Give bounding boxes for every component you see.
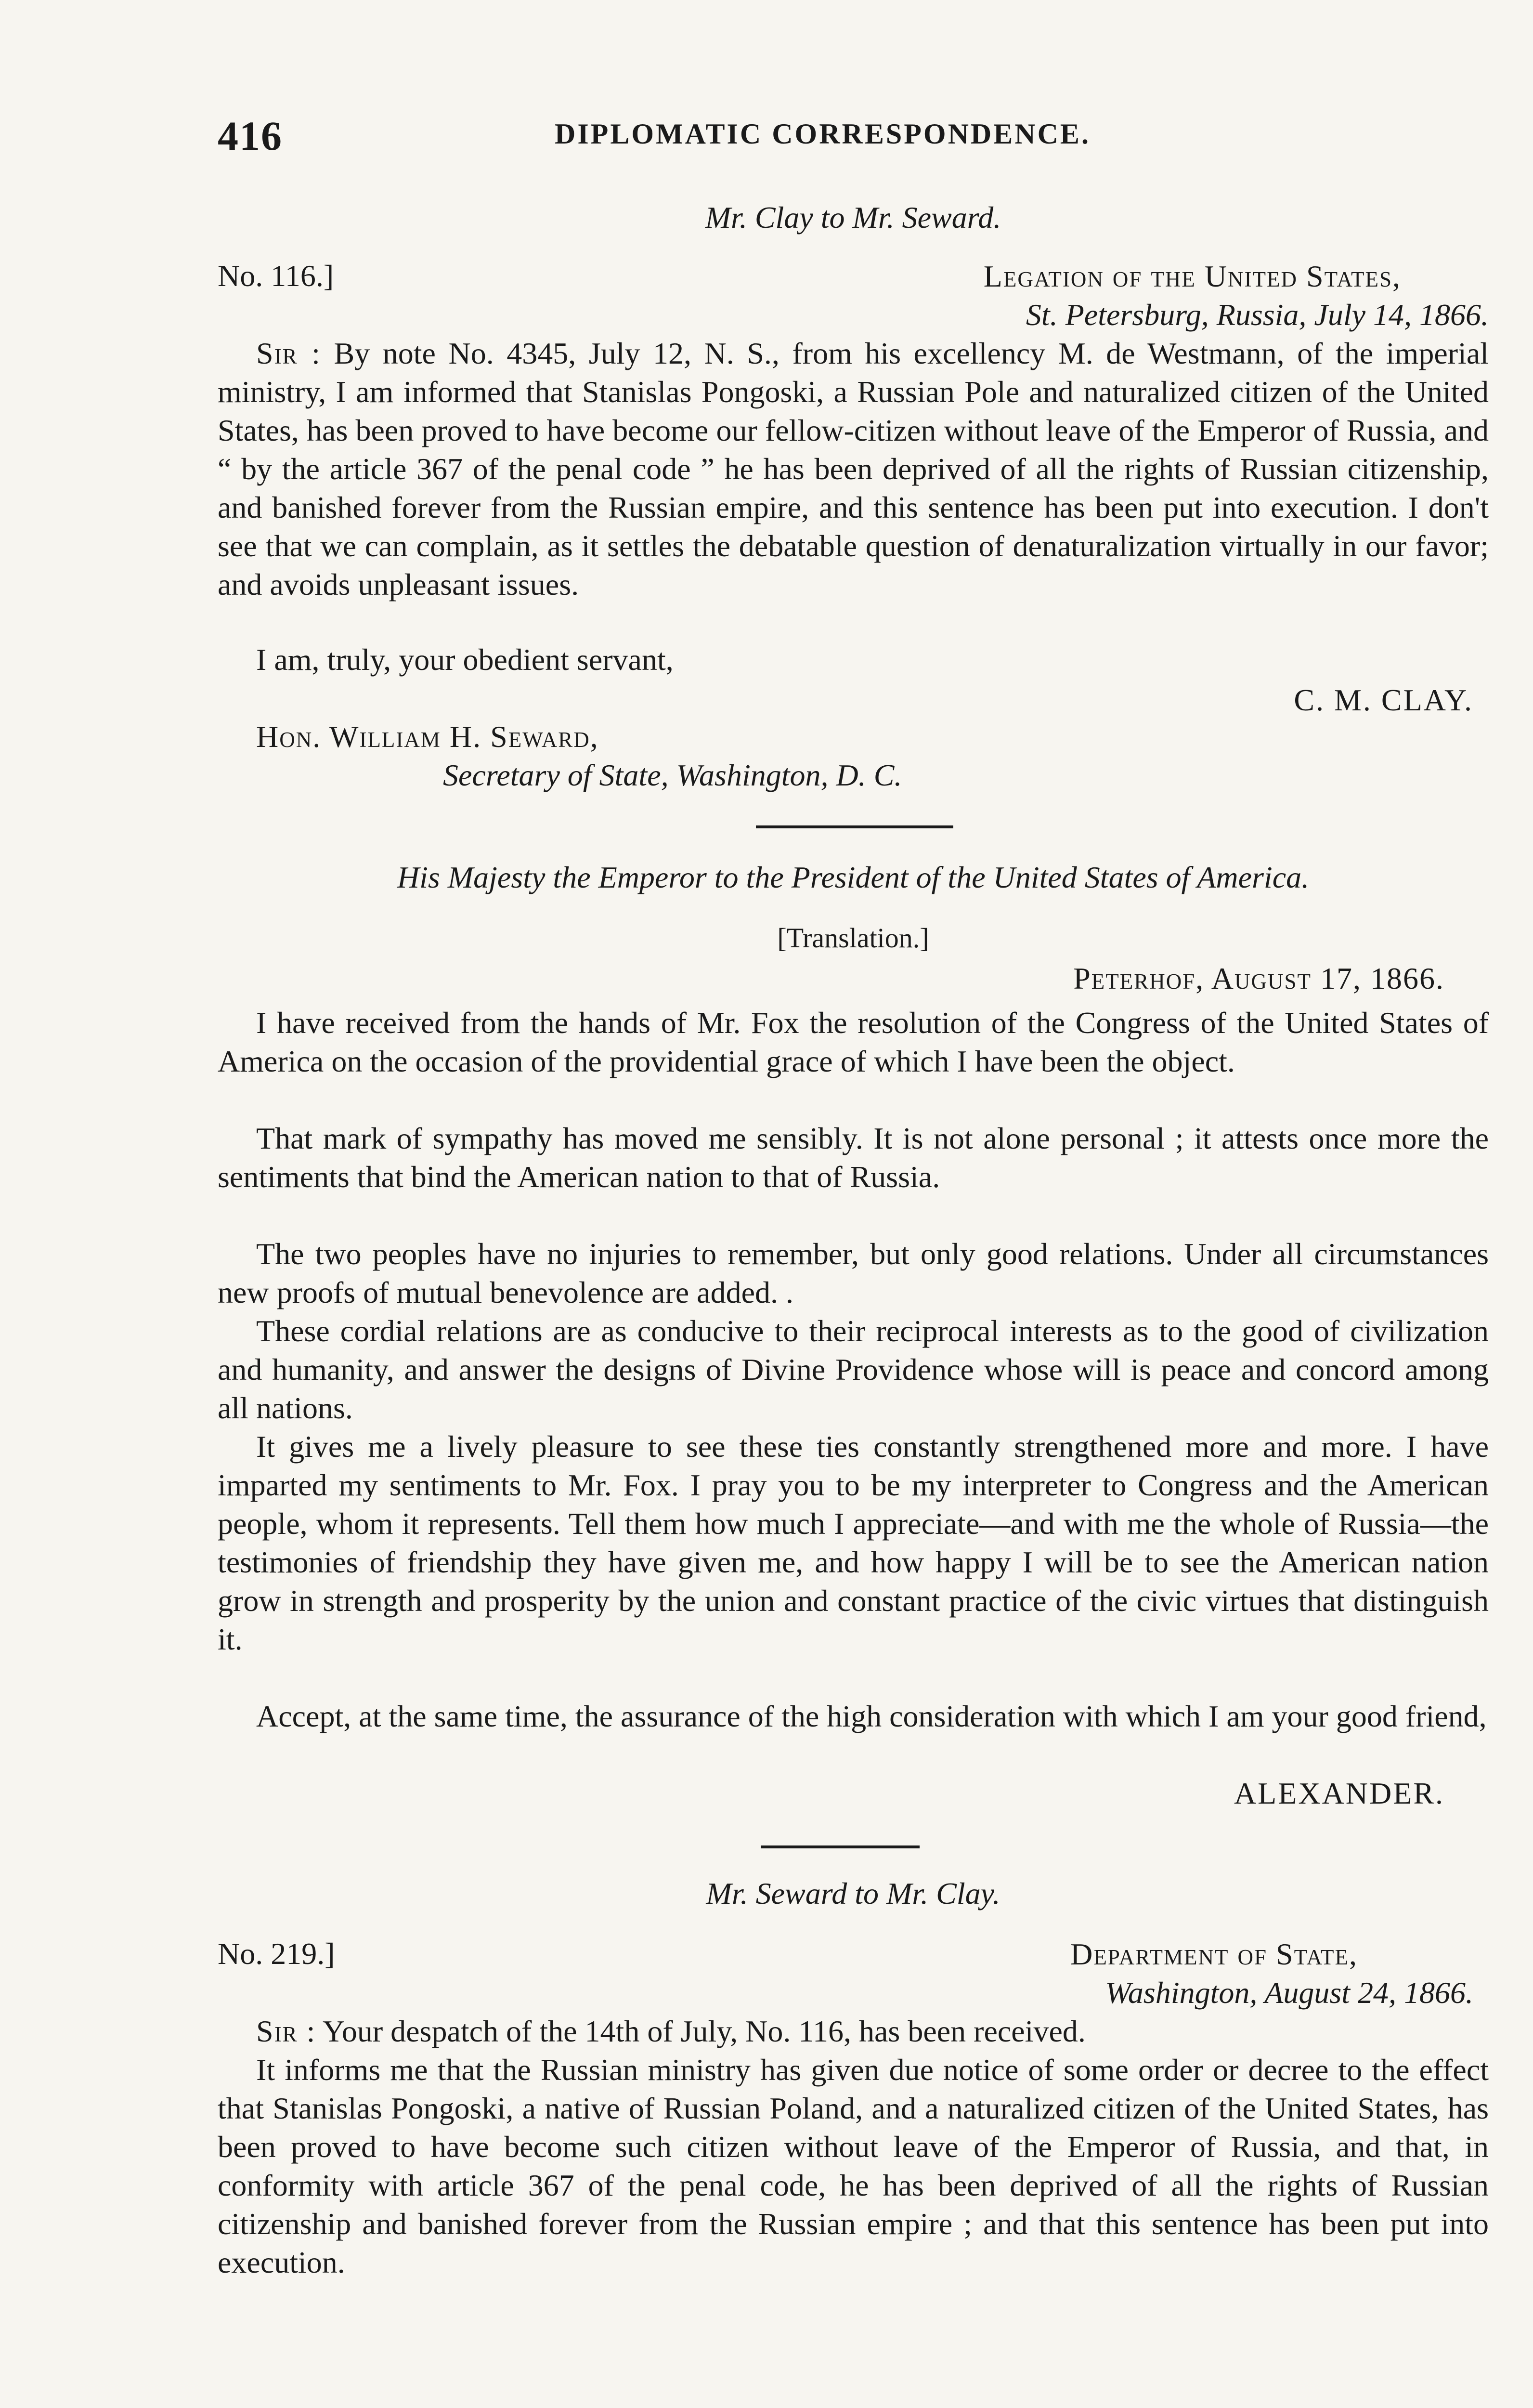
letter3-title: Mr. Seward to Mr. Clay. [706,1876,1000,1911]
page-number: 416 [218,113,283,159]
letter2-title: His Majesty the Emperor to the President of the United States of America. [397,860,1310,894]
letter2-dateline: Peterhof, August 17, 1866. [1073,961,1444,995]
running-title: DIPLOMATIC CORRESPONDENCE. [555,118,1091,150]
letter3-first-line-text: Your despatch of the 14th of July, No. 116, has been received. [323,2014,1086,2048]
letter1-body-text: By note No. 4345, July 12, N. S., from his excellency M. de Westmann, of the imperial ministry, I am informed that Stanislas Pongoski, a Russian Pole and naturalized citizen of the United States, has been proved to have become our fellow-citizen without leave of the Emperor of Russia, and “ by the article 367 of the penal code ” he has been deprived of all the rights of Russian citizenship, and banished forever from the Russian empire, and this sentence has been put into execution. I don't see that we can complain, as it settles the debatable question of denaturalization virtually in our favor; and avoids unpleasant issues. [218,336,1489,602]
letter3-first-line [256,2012,1489,2051]
letter3-place: Department of State, [1070,1937,1358,1971]
letter1-body [218,334,1489,604]
letter2-paragraph: It gives me a lively pleasure to see these ties constantly strengthened more and more. I have imparted my sentiments to Mr. Fox. I pray you to be my interpreter to Congress and the American people, whom it represents. Tell them how much I appreciate—and with me the whole of Russia—the testimonies of friendship they have given me, and how happy I will be to see the American nation grow in strength and prosperity by the union and constant practice of the civic virtues that distinguish it. [218,1429,1489,1656]
letter1-title: Mr. Clay to Mr. Seward. [705,200,1001,235]
letter1-number: No. 116.] [218,259,334,293]
letter2-paragraph: These cordial relations are as conducive to their reciprocal interests as to the good of civilization and humanity, and answer the designs of Divine Providence whose will is peace and concord among all nations. [218,1314,1489,1425]
letter3-dateline: Washington, August 24, 1866. [1105,1976,1473,2010]
letter1-signature: C. M. CLAY. [1294,683,1473,717]
letter2-paragraph: I have received from the hands of Mr. Fox the resolution of the Congress of the United States of America on the occasion of the providential grace of which I have been the object. [218,1006,1489,1078]
letter3-body: It informs me that the Russian ministry has given due notice of some order or decree to the effect that Stanislas Pongoski, a native of Russian Poland, and a naturalized citizen of the United States, has been proved to have become such citizen without leave of the Emperor of Russia, and that, in conformity with article 367 of the penal code, he has been deprived of all the rights of Russian citizenship and banished forever from the Russian empire ; and that this sentence has been put into execution. [218,2053,1489,2279]
letter1-closing: I am, truly, your obedient servant, [256,642,674,677]
letter3-salutation: Sir : [256,2014,316,2048]
page-header [218,112,1489,165]
letter1-salutation: Sir : [256,336,321,370]
letter3-number: No. 219.] [218,1937,335,1971]
letter1-addressee-title: Secretary of State, Washington, D. C. [443,758,902,792]
letter2-translation: [Translation.] [777,922,929,954]
letter2-paragraph: The two peoples have no injuries to remember, but only good relations. Under all circumstances new proofs of mutual benevolence are added. . [218,1237,1489,1309]
letter1-place: Legation of the United States, [983,259,1401,293]
letter2-paragraph: That mark of sympathy has moved me sensibly. It is not alone personal ; it attests once more the sentiments that bind the American nation to that of Russia. [218,1121,1489,1194]
letter1-addressee-name: Hon. William H. Seward, [256,720,599,754]
section-divider [756,825,953,828]
section-divider [761,1845,920,1848]
letter2-paragraph: Accept, at the same time, the assurance of the high consideration with which I am your good friend, [256,1699,1487,1733]
letter2-signature: ALEXANDER. [1234,1776,1444,1810]
letter1-dateline: St. Petersburg, Russia, July 14, 1866. [1026,298,1489,332]
